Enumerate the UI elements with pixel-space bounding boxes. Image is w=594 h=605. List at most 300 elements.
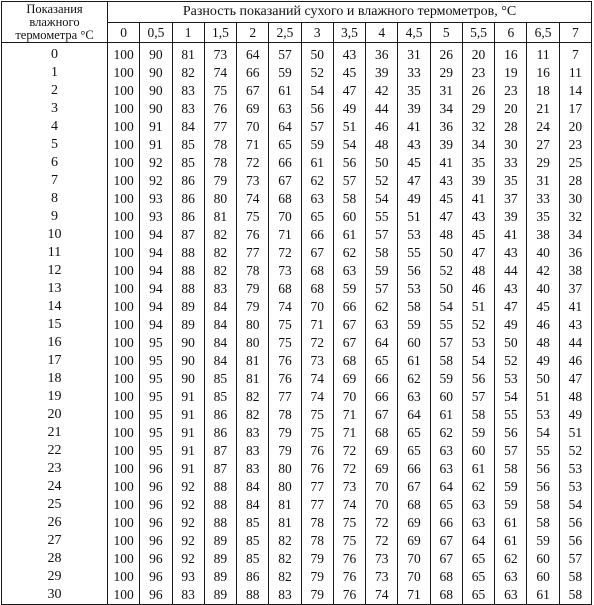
humidity-value-cell: 50 xyxy=(430,244,462,262)
wet-bulb-temperature-cell: 15 xyxy=(2,316,108,334)
humidity-value-cell: 57 xyxy=(301,118,333,136)
difference-header-cell: 4,5 xyxy=(398,23,430,43)
humidity-value-cell: 59 xyxy=(462,424,494,442)
wet-bulb-temperature-cell: 19 xyxy=(2,388,108,406)
humidity-value-cell: 100 xyxy=(108,406,140,424)
humidity-value-cell: 42 xyxy=(366,82,398,100)
humidity-value-cell: 68 xyxy=(430,586,462,605)
humidity-value-cell: 75 xyxy=(269,334,301,352)
humidity-value-cell: 81 xyxy=(204,208,236,226)
humidity-value-cell: 39 xyxy=(430,136,462,154)
humidity-value-cell: 65 xyxy=(398,424,430,442)
wet-bulb-temperature-cell: 27 xyxy=(2,532,108,550)
humidity-value-cell: 33 xyxy=(398,64,430,82)
humidity-value-cell: 71 xyxy=(301,316,333,334)
table-row xyxy=(2,136,592,154)
humidity-value-cell: 56 xyxy=(527,460,559,478)
table-row xyxy=(2,43,592,65)
humidity-value-cell: 36 xyxy=(559,244,591,262)
humidity-value-cell: 85 xyxy=(172,154,204,172)
humidity-value-cell: 64 xyxy=(398,406,430,424)
humidity-value-cell: 55 xyxy=(398,244,430,262)
humidity-value-cell: 57 xyxy=(495,442,527,460)
humidity-value-cell: 66 xyxy=(398,460,430,478)
difference-header-cell: 0,5 xyxy=(140,23,172,43)
humidity-value-cell: 58 xyxy=(462,406,494,424)
humidity-value-cell: 76 xyxy=(333,568,365,586)
humidity-value-cell: 31 xyxy=(430,82,462,100)
humidity-value-cell: 96 xyxy=(140,460,172,478)
humidity-value-cell: 36 xyxy=(430,118,462,136)
humidity-value-cell: 75 xyxy=(301,424,333,442)
humidity-value-cell: 82 xyxy=(172,64,204,82)
humidity-value-cell: 58 xyxy=(430,352,462,370)
humidity-value-cell: 96 xyxy=(140,568,172,586)
wet-bulb-temperature-cell: 11 xyxy=(2,244,108,262)
difference-header-cell: 2,5 xyxy=(269,23,301,43)
humidity-value-cell: 59 xyxy=(527,532,559,550)
humidity-value-cell: 89 xyxy=(172,298,204,316)
humidity-value-cell: 76 xyxy=(333,550,365,568)
humidity-value-cell: 54 xyxy=(559,496,591,514)
humidity-value-cell: 43 xyxy=(462,208,494,226)
difference-header-cell: 6 xyxy=(495,23,527,43)
humidity-value-cell: 54 xyxy=(527,424,559,442)
table-row xyxy=(2,550,592,568)
wet-bulb-temperature-cell: 30 xyxy=(2,586,108,605)
humidity-value-cell: 59 xyxy=(301,136,333,154)
humidity-value-cell: 54 xyxy=(462,352,494,370)
humidity-value-cell: 46 xyxy=(559,352,591,370)
humidity-value-cell: 78 xyxy=(269,406,301,424)
humidity-value-cell: 89 xyxy=(204,586,236,605)
humidity-value-cell: 100 xyxy=(108,172,140,190)
humidity-value-cell: 48 xyxy=(366,136,398,154)
difference-header-cell: 5 xyxy=(430,23,462,43)
humidity-value-cell: 87 xyxy=(204,442,236,460)
humidity-value-cell: 88 xyxy=(172,262,204,280)
humidity-value-cell: 93 xyxy=(140,208,172,226)
humidity-value-cell: 59 xyxy=(333,280,365,298)
humidity-value-cell: 82 xyxy=(204,262,236,280)
humidity-value-cell: 68 xyxy=(333,352,365,370)
humidity-value-cell: 52 xyxy=(366,172,398,190)
wet-bulb-reading-header: Показания влажного термометра °С xyxy=(2,2,108,43)
humidity-value-cell: 43 xyxy=(398,136,430,154)
humidity-value-cell: 84 xyxy=(172,118,204,136)
humidity-value-cell: 59 xyxy=(430,370,462,388)
humidity-value-cell: 26 xyxy=(430,43,462,65)
humidity-value-cell: 65 xyxy=(462,568,494,586)
humidity-value-cell: 72 xyxy=(269,244,301,262)
humidity-value-cell: 55 xyxy=(366,208,398,226)
humidity-value-cell: 67 xyxy=(301,244,333,262)
humidity-value-cell: 39 xyxy=(495,208,527,226)
table-row xyxy=(2,190,592,208)
humidity-value-cell: 100 xyxy=(108,424,140,442)
humidity-value-cell: 53 xyxy=(398,280,430,298)
temperature-difference-header: Разность показаний сухого и влажного термометров, °С xyxy=(108,2,592,23)
humidity-value-cell: 63 xyxy=(462,514,494,532)
humidity-value-cell: 68 xyxy=(269,190,301,208)
humidity-value-cell: 58 xyxy=(333,190,365,208)
humidity-value-cell: 78 xyxy=(237,262,269,280)
humidity-value-cell: 45 xyxy=(333,64,365,82)
humidity-value-cell: 67 xyxy=(333,316,365,334)
humidity-value-cell: 88 xyxy=(204,478,236,496)
humidity-value-cell: 63 xyxy=(398,388,430,406)
humidity-value-cell: 89 xyxy=(204,550,236,568)
humidity-value-cell: 92 xyxy=(140,154,172,172)
humidity-value-cell: 79 xyxy=(301,550,333,568)
humidity-value-cell: 75 xyxy=(237,208,269,226)
humidity-value-cell: 74 xyxy=(301,370,333,388)
humidity-value-cell: 24 xyxy=(527,118,559,136)
humidity-value-cell: 53 xyxy=(559,478,591,496)
humidity-value-cell: 69 xyxy=(366,442,398,460)
humidity-value-cell: 56 xyxy=(301,100,333,118)
humidity-value-cell: 77 xyxy=(301,496,333,514)
humidity-value-cell: 48 xyxy=(527,334,559,352)
humidity-value-cell: 57 xyxy=(559,550,591,568)
humidity-value-cell: 23 xyxy=(559,136,591,154)
humidity-value-cell: 82 xyxy=(269,568,301,586)
humidity-value-cell: 72 xyxy=(301,334,333,352)
humidity-value-cell: 50 xyxy=(430,280,462,298)
wet-bulb-temperature-cell: 29 xyxy=(2,568,108,586)
humidity-value-cell: 74 xyxy=(269,298,301,316)
humidity-value-cell: 82 xyxy=(204,244,236,262)
humidity-value-cell: 23 xyxy=(495,82,527,100)
humidity-value-cell: 83 xyxy=(172,100,204,118)
humidity-value-cell: 62 xyxy=(462,478,494,496)
humidity-value-cell: 91 xyxy=(172,442,204,460)
humidity-value-cell: 94 xyxy=(140,226,172,244)
humidity-value-cell: 11 xyxy=(527,43,559,65)
humidity-value-cell: 63 xyxy=(430,460,462,478)
humidity-value-cell: 38 xyxy=(527,226,559,244)
table-row xyxy=(2,352,592,370)
humidity-value-cell: 61 xyxy=(430,406,462,424)
table-row xyxy=(2,100,592,118)
humidity-value-cell: 56 xyxy=(333,154,365,172)
humidity-value-cell: 48 xyxy=(559,388,591,406)
humidity-value-cell: 53 xyxy=(398,226,430,244)
humidity-value-cell: 100 xyxy=(108,262,140,280)
humidity-value-cell: 62 xyxy=(398,370,430,388)
humidity-value-cell: 65 xyxy=(462,586,494,605)
humidity-value-cell: 65 xyxy=(398,442,430,460)
humidity-value-cell: 76 xyxy=(237,226,269,244)
humidity-value-cell: 86 xyxy=(172,190,204,208)
humidity-value-cell: 67 xyxy=(430,532,462,550)
table-row xyxy=(2,82,592,100)
humidity-value-cell: 50 xyxy=(301,43,333,65)
humidity-value-cell: 41 xyxy=(462,190,494,208)
humidity-value-cell: 58 xyxy=(366,244,398,262)
humidity-value-cell: 7 xyxy=(559,43,591,65)
difference-header-cell: 1 xyxy=(172,23,204,43)
humidity-value-cell: 74 xyxy=(204,64,236,82)
humidity-value-cell: 28 xyxy=(495,118,527,136)
humidity-value-cell: 92 xyxy=(172,514,204,532)
humidity-value-cell: 100 xyxy=(108,136,140,154)
humidity-value-cell: 90 xyxy=(172,370,204,388)
humidity-value-cell: 76 xyxy=(301,442,333,460)
humidity-value-cell: 85 xyxy=(237,532,269,550)
humidity-value-cell: 88 xyxy=(172,280,204,298)
humidity-value-cell: 82 xyxy=(237,406,269,424)
humidity-value-cell: 92 xyxy=(172,478,204,496)
humidity-value-cell: 66 xyxy=(430,514,462,532)
humidity-value-cell: 61 xyxy=(462,460,494,478)
difference-header-cell: 4 xyxy=(366,23,398,43)
humidity-value-cell: 76 xyxy=(269,370,301,388)
humidity-value-cell: 19 xyxy=(495,64,527,82)
humidity-value-cell: 95 xyxy=(140,388,172,406)
humidity-value-cell: 89 xyxy=(204,532,236,550)
wet-bulb-temperature-cell: 9 xyxy=(2,208,108,226)
humidity-value-cell: 62 xyxy=(333,244,365,262)
difference-header-cell: 3,5 xyxy=(333,23,365,43)
table-row xyxy=(2,532,592,550)
humidity-value-cell: 94 xyxy=(140,244,172,262)
humidity-value-cell: 61 xyxy=(495,514,527,532)
humidity-value-cell: 68 xyxy=(269,280,301,298)
humidity-value-cell: 93 xyxy=(172,568,204,586)
humidity-value-cell: 100 xyxy=(108,550,140,568)
humidity-value-cell: 94 xyxy=(140,316,172,334)
humidity-value-cell: 100 xyxy=(108,190,140,208)
table-row xyxy=(2,64,592,82)
humidity-value-cell: 49 xyxy=(398,190,430,208)
difference-header-cell: 5,5 xyxy=(462,23,494,43)
humidity-value-cell: 40 xyxy=(527,244,559,262)
humidity-value-cell: 91 xyxy=(140,118,172,136)
humidity-value-cell: 50 xyxy=(495,334,527,352)
table-row xyxy=(2,172,592,190)
wet-bulb-temperature-cell: 10 xyxy=(2,226,108,244)
humidity-value-cell: 95 xyxy=(140,334,172,352)
humidity-value-cell: 67 xyxy=(333,334,365,352)
wet-bulb-temperature-cell: 12 xyxy=(2,262,108,280)
humidity-value-cell: 49 xyxy=(333,100,365,118)
wet-bulb-temperature-cell: 13 xyxy=(2,280,108,298)
humidity-value-cell: 65 xyxy=(269,136,301,154)
table-row xyxy=(2,496,592,514)
humidity-value-cell: 67 xyxy=(269,172,301,190)
humidity-value-cell: 43 xyxy=(430,172,462,190)
humidity-value-cell: 85 xyxy=(204,388,236,406)
humidity-value-cell: 57 xyxy=(366,280,398,298)
humidity-value-cell: 64 xyxy=(366,334,398,352)
humidity-value-cell: 62 xyxy=(430,424,462,442)
humidity-value-cell: 41 xyxy=(430,154,462,172)
humidity-value-cell: 68 xyxy=(430,568,462,586)
humidity-value-cell: 70 xyxy=(398,550,430,568)
humidity-value-cell: 53 xyxy=(495,370,527,388)
humidity-value-cell: 83 xyxy=(172,586,204,605)
humidity-value-cell: 42 xyxy=(527,262,559,280)
humidity-value-cell: 48 xyxy=(462,262,494,280)
humidity-value-cell: 84 xyxy=(204,352,236,370)
humidity-value-cell: 73 xyxy=(366,568,398,586)
table-row xyxy=(2,334,592,352)
humidity-value-cell: 39 xyxy=(366,64,398,82)
humidity-value-cell: 66 xyxy=(366,370,398,388)
humidity-value-cell: 79 xyxy=(269,442,301,460)
humidity-value-cell: 60 xyxy=(333,208,365,226)
humidity-value-cell: 55 xyxy=(430,316,462,334)
humidity-value-cell: 36 xyxy=(366,43,398,65)
humidity-value-cell: 51 xyxy=(398,208,430,226)
wet-bulb-temperature-cell: 14 xyxy=(2,298,108,316)
humidity-value-cell: 66 xyxy=(269,154,301,172)
humidity-value-cell: 80 xyxy=(237,334,269,352)
humidity-value-cell: 100 xyxy=(108,154,140,172)
humidity-value-cell: 75 xyxy=(333,514,365,532)
humidity-value-cell: 84 xyxy=(204,316,236,334)
humidity-value-cell: 58 xyxy=(527,496,559,514)
humidity-value-cell: 57 xyxy=(430,334,462,352)
humidity-value-cell: 82 xyxy=(269,550,301,568)
humidity-value-cell: 78 xyxy=(204,154,236,172)
table-body xyxy=(2,43,592,605)
table-row xyxy=(2,388,592,406)
humidity-value-cell: 56 xyxy=(559,514,591,532)
humidity-value-cell: 80 xyxy=(204,190,236,208)
table-row xyxy=(2,154,592,172)
humidity-value-cell: 82 xyxy=(204,226,236,244)
humidity-value-cell: 71 xyxy=(269,226,301,244)
table-row xyxy=(2,226,592,244)
humidity-value-cell: 88 xyxy=(172,244,204,262)
wet-bulb-temperature-cell: 5 xyxy=(2,136,108,154)
humidity-value-cell: 78 xyxy=(204,136,236,154)
humidity-value-cell: 16 xyxy=(527,64,559,82)
humidity-value-cell: 11 xyxy=(559,64,591,82)
humidity-value-cell: 96 xyxy=(140,586,172,605)
humidity-value-cell: 100 xyxy=(108,82,140,100)
humidity-value-cell: 74 xyxy=(301,388,333,406)
table-row xyxy=(2,316,592,334)
humidity-value-cell: 46 xyxy=(366,118,398,136)
humidity-value-cell: 100 xyxy=(108,334,140,352)
humidity-value-cell: 96 xyxy=(140,532,172,550)
humidity-value-cell: 46 xyxy=(527,316,559,334)
humidity-value-cell: 91 xyxy=(172,406,204,424)
humidity-value-cell: 90 xyxy=(140,100,172,118)
humidity-value-cell: 58 xyxy=(527,514,559,532)
humidity-value-cell: 31 xyxy=(398,43,430,65)
humidity-value-cell: 31 xyxy=(527,172,559,190)
humidity-value-cell: 14 xyxy=(559,82,591,100)
humidity-value-cell: 20 xyxy=(462,43,494,65)
humidity-value-cell: 35 xyxy=(495,172,527,190)
humidity-value-cell: 100 xyxy=(108,118,140,136)
humidity-value-cell: 61 xyxy=(398,352,430,370)
humidity-value-cell: 82 xyxy=(237,388,269,406)
humidity-value-cell: 63 xyxy=(269,100,301,118)
humidity-value-cell: 96 xyxy=(140,550,172,568)
difference-header-cell: 0 xyxy=(108,23,140,43)
humidity-value-cell: 54 xyxy=(430,298,462,316)
table-row xyxy=(2,208,592,226)
humidity-value-cell: 83 xyxy=(237,460,269,478)
humidity-value-cell: 57 xyxy=(333,172,365,190)
humidity-value-cell: 66 xyxy=(237,64,269,82)
humidity-value-cell: 91 xyxy=(172,388,204,406)
humidity-value-cell: 81 xyxy=(269,514,301,532)
humidity-value-cell: 60 xyxy=(527,568,559,586)
humidity-value-cell: 34 xyxy=(462,136,494,154)
humidity-value-cell: 55 xyxy=(495,406,527,424)
humidity-value-cell: 73 xyxy=(204,43,236,65)
humidity-value-cell: 79 xyxy=(301,586,333,605)
humidity-value-cell: 79 xyxy=(301,568,333,586)
humidity-value-cell: 47 xyxy=(430,208,462,226)
humidity-value-cell: 45 xyxy=(430,190,462,208)
humidity-value-cell: 83 xyxy=(237,424,269,442)
humidity-value-cell: 75 xyxy=(333,532,365,550)
wet-bulb-temperature-cell: 6 xyxy=(2,154,108,172)
humidity-value-cell: 53 xyxy=(559,460,591,478)
humidity-value-cell: 59 xyxy=(495,478,527,496)
humidity-value-cell: 23 xyxy=(462,64,494,82)
humidity-value-cell: 80 xyxy=(269,460,301,478)
humidity-value-cell: 69 xyxy=(398,514,430,532)
humidity-value-cell: 82 xyxy=(269,532,301,550)
humidity-value-cell: 67 xyxy=(366,406,398,424)
humidity-value-cell: 100 xyxy=(108,316,140,334)
humidity-value-cell: 67 xyxy=(398,478,430,496)
table-row xyxy=(2,586,592,605)
humidity-value-cell: 100 xyxy=(108,442,140,460)
humidity-value-cell: 28 xyxy=(559,172,591,190)
table-row xyxy=(2,460,592,478)
humidity-value-cell: 100 xyxy=(108,496,140,514)
humidity-value-cell: 72 xyxy=(333,442,365,460)
humidity-value-cell: 59 xyxy=(366,262,398,280)
humidity-value-cell: 62 xyxy=(495,550,527,568)
humidity-value-cell: 74 xyxy=(366,586,398,605)
humidity-value-cell: 65 xyxy=(366,352,398,370)
humidity-value-cell: 60 xyxy=(398,334,430,352)
humidity-value-cell: 84 xyxy=(204,298,236,316)
humidity-value-cell: 88 xyxy=(204,496,236,514)
humidity-value-cell: 44 xyxy=(495,262,527,280)
humidity-value-cell: 51 xyxy=(333,118,365,136)
humidity-value-cell: 44 xyxy=(366,100,398,118)
humidity-value-cell: 59 xyxy=(269,64,301,82)
humidity-value-cell: 33 xyxy=(527,190,559,208)
humidity-value-cell: 50 xyxy=(527,370,559,388)
humidity-value-cell: 90 xyxy=(140,82,172,100)
wet-bulb-temperature-cell: 28 xyxy=(2,550,108,568)
humidity-value-cell: 81 xyxy=(269,496,301,514)
humidity-value-cell: 74 xyxy=(333,496,365,514)
humidity-value-cell: 67 xyxy=(237,82,269,100)
humidity-value-cell: 75 xyxy=(204,82,236,100)
humidity-value-cell: 95 xyxy=(140,442,172,460)
humidity-value-cell: 79 xyxy=(237,280,269,298)
humidity-value-cell: 66 xyxy=(333,298,365,316)
humidity-value-cell: 86 xyxy=(172,208,204,226)
humidity-value-cell: 49 xyxy=(495,316,527,334)
humidity-value-cell: 92 xyxy=(172,532,204,550)
humidity-value-cell: 54 xyxy=(333,136,365,154)
humidity-value-cell: 87 xyxy=(172,226,204,244)
